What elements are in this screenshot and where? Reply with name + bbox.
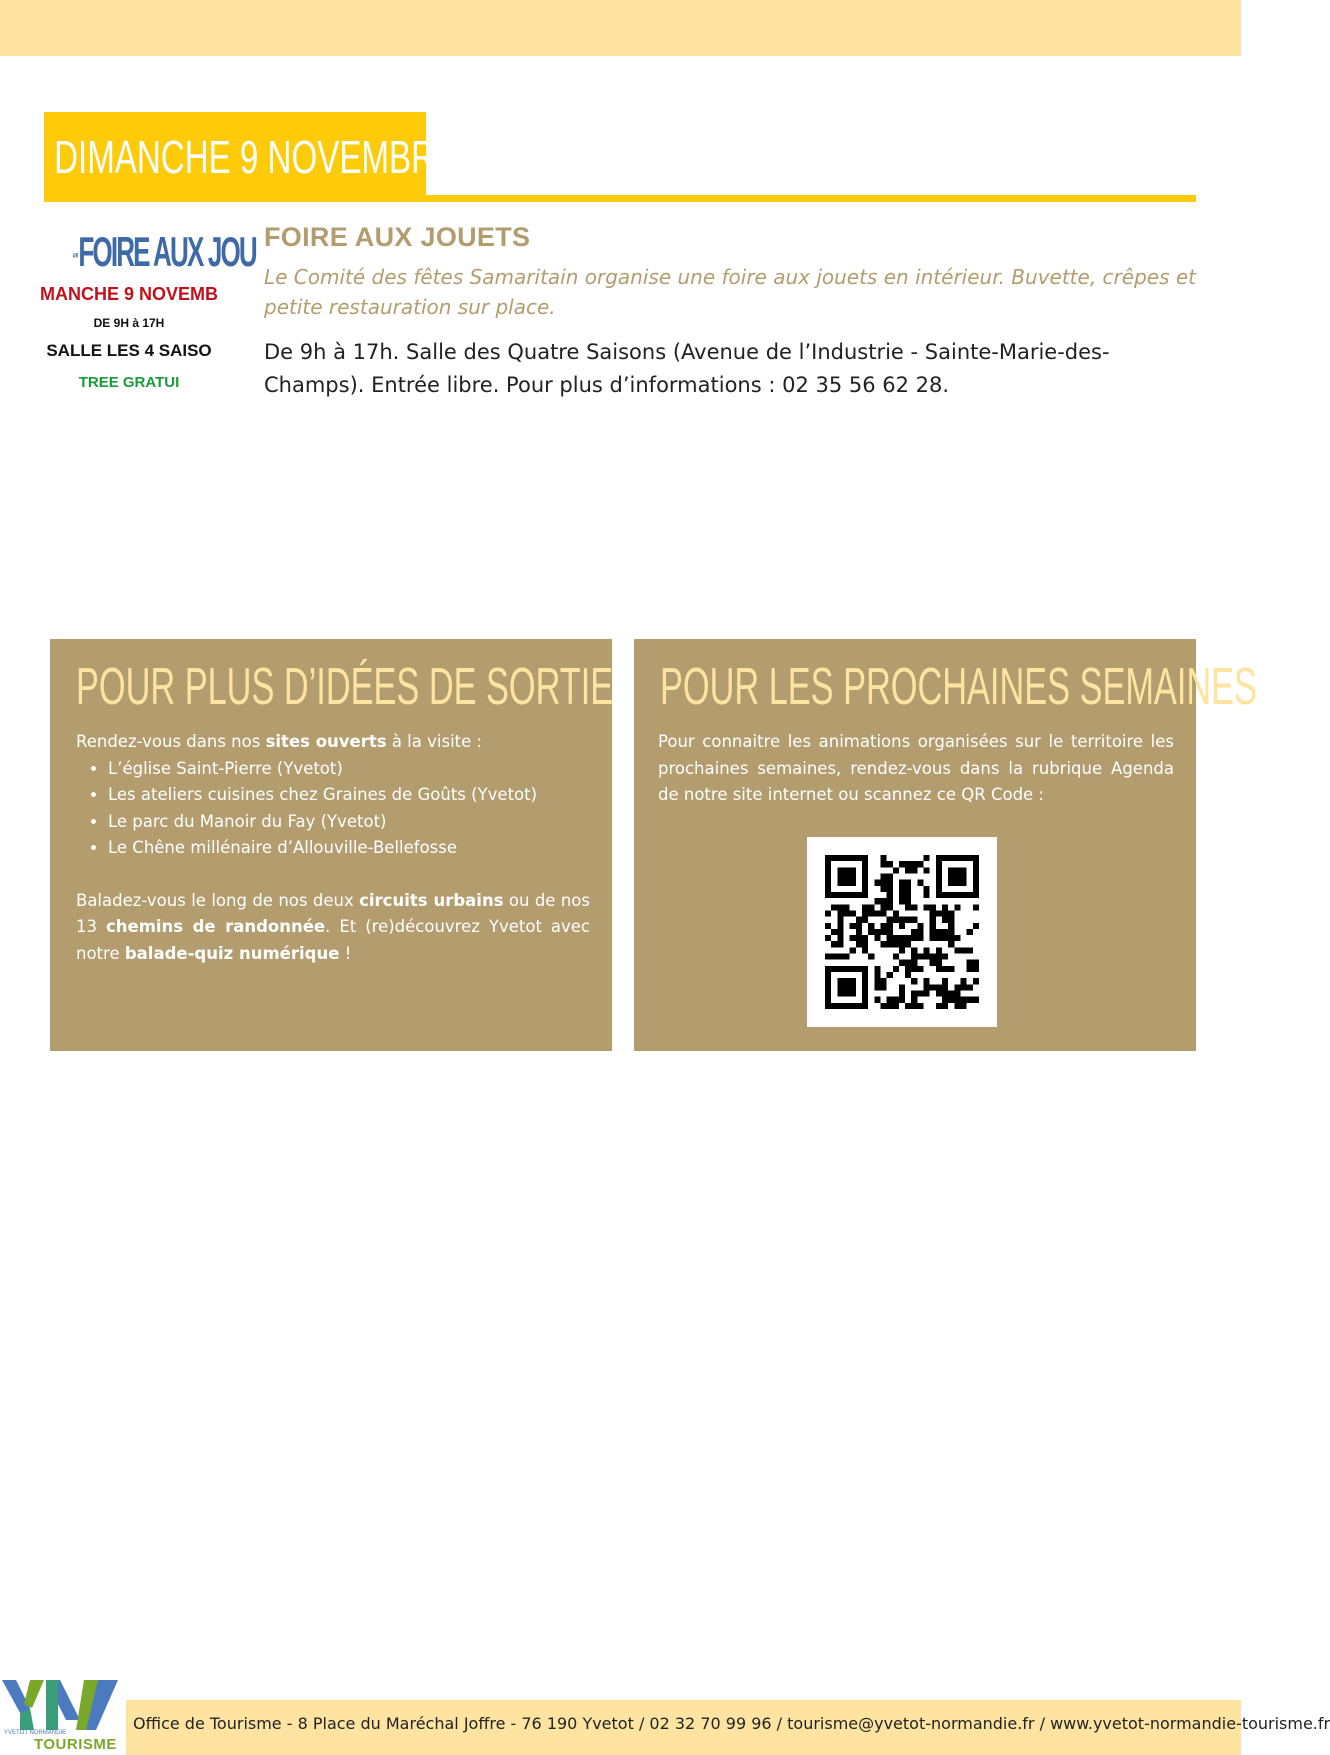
yn-logo-icon <box>0 1674 126 1736</box>
event-description: Le Comité des fêtes Samaritain organise une foire aux jouets en intérieur. Buvette, crêpes et petite restauration sur place. <box>264 265 1196 319</box>
poster-line-date: MANCHE 9 NOVEMB <box>39 284 218 304</box>
walks-text-a: Baladez-vous le long de nos deux <box>76 890 360 910</box>
walks-paragraph <box>76 888 590 968</box>
poster-line-hours: DE 9H à 17H <box>93 316 165 330</box>
upcoming-card <box>634 639 1257 1051</box>
event-poster-image <box>38 228 256 398</box>
ideas-intro-text: Rendez-vous dans nos <box>76 732 266 751</box>
upcoming-card-text: Pour connaitre les animations organisées sur le territoire les prochaines semaines, rendez-vous dans la rubrique Agenda de notre site internet ou scannez ce QR Code : <box>658 732 1174 804</box>
poster-title-text: FOIRE AUX JOU <box>78 228 256 275</box>
walks-bold-chemins: chemins de randonnée <box>105 917 326 936</box>
poster-line-title <box>72 228 256 276</box>
tourism-logo <box>0 1674 126 1755</box>
event-title: FOIRE AUX JOUETS <box>264 222 531 252</box>
walks-text-c: ou de nos 13 <box>76 890 590 936</box>
open-sites-list <box>76 756 590 862</box>
poster-line-venue: SALLE LES 4 SAISO <box>46 341 212 360</box>
qr-code-icon[interactable] <box>807 837 997 1027</box>
logo-tourisme-text: TOURISME <box>34 1736 117 1753</box>
date-underline <box>44 195 1196 202</box>
list-item: • Le parc du Manoir du Fay (Yvetot) <box>108 809 590 836</box>
date-banner <box>44 112 458 202</box>
ideas-card-title: POUR PLUS D’IDÉES DE SORTIE <box>76 658 614 716</box>
walks-text-g: ! <box>339 943 352 963</box>
ideas-intro-tail: à la visite : <box>386 732 483 751</box>
ideas-card <box>50 639 612 1051</box>
date-banner-text: DIMANCHE 9 NOVEMBRE <box>54 131 458 183</box>
poster-line-entry: TREE GRATUI <box>78 374 180 391</box>
top-decorative-band <box>0 0 1241 56</box>
walks-bold-quiz: balade-quiz numérique <box>124 943 340 963</box>
list-item: • Le Chêne millénaire d’Allouville-Bellefosse <box>108 835 590 862</box>
logo-small-text: YVETOT NORMANDIE <box>4 1730 67 1736</box>
walks-text-e: . Et (re)découvrez Yvetot avec notre <box>76 917 590 963</box>
walks-bold-circuits: circuits urbains <box>359 890 504 910</box>
event-info: De 9h à 17h. Salle des Quatre Saisons (Avenue de l’Industrie - Sainte-Marie-des-Champs). Entrée libre. Pour plus d’informations : 02 35 56 62 28. <box>264 340 1110 397</box>
list-item: • L’église Saint-Pierre (Yvetot) <box>108 756 590 783</box>
list-item: • Les ateliers cuisines chez Graines de Goûts (Yvetot) <box>108 782 590 809</box>
ideas-card-body <box>76 729 590 967</box>
poster-tiny-text: ue <box>72 250 79 260</box>
ideas-intro <box>76 729 590 756</box>
footer-contact-text: Office de Tourisme - 8 Place du Maréchal Joffre - 76 190 Yvetot / 02 32 70 99 96 / tourisme@yvetot-normandie.fr / www.yvetot-normandie-tourisme.fr <box>133 1714 1330 1733</box>
upcoming-card-title: POUR LES PROCHAINES SEMAINES <box>660 658 1257 716</box>
qr-code-graphic <box>825 855 979 1009</box>
ideas-intro-bold: sites ouverts <box>265 732 387 751</box>
